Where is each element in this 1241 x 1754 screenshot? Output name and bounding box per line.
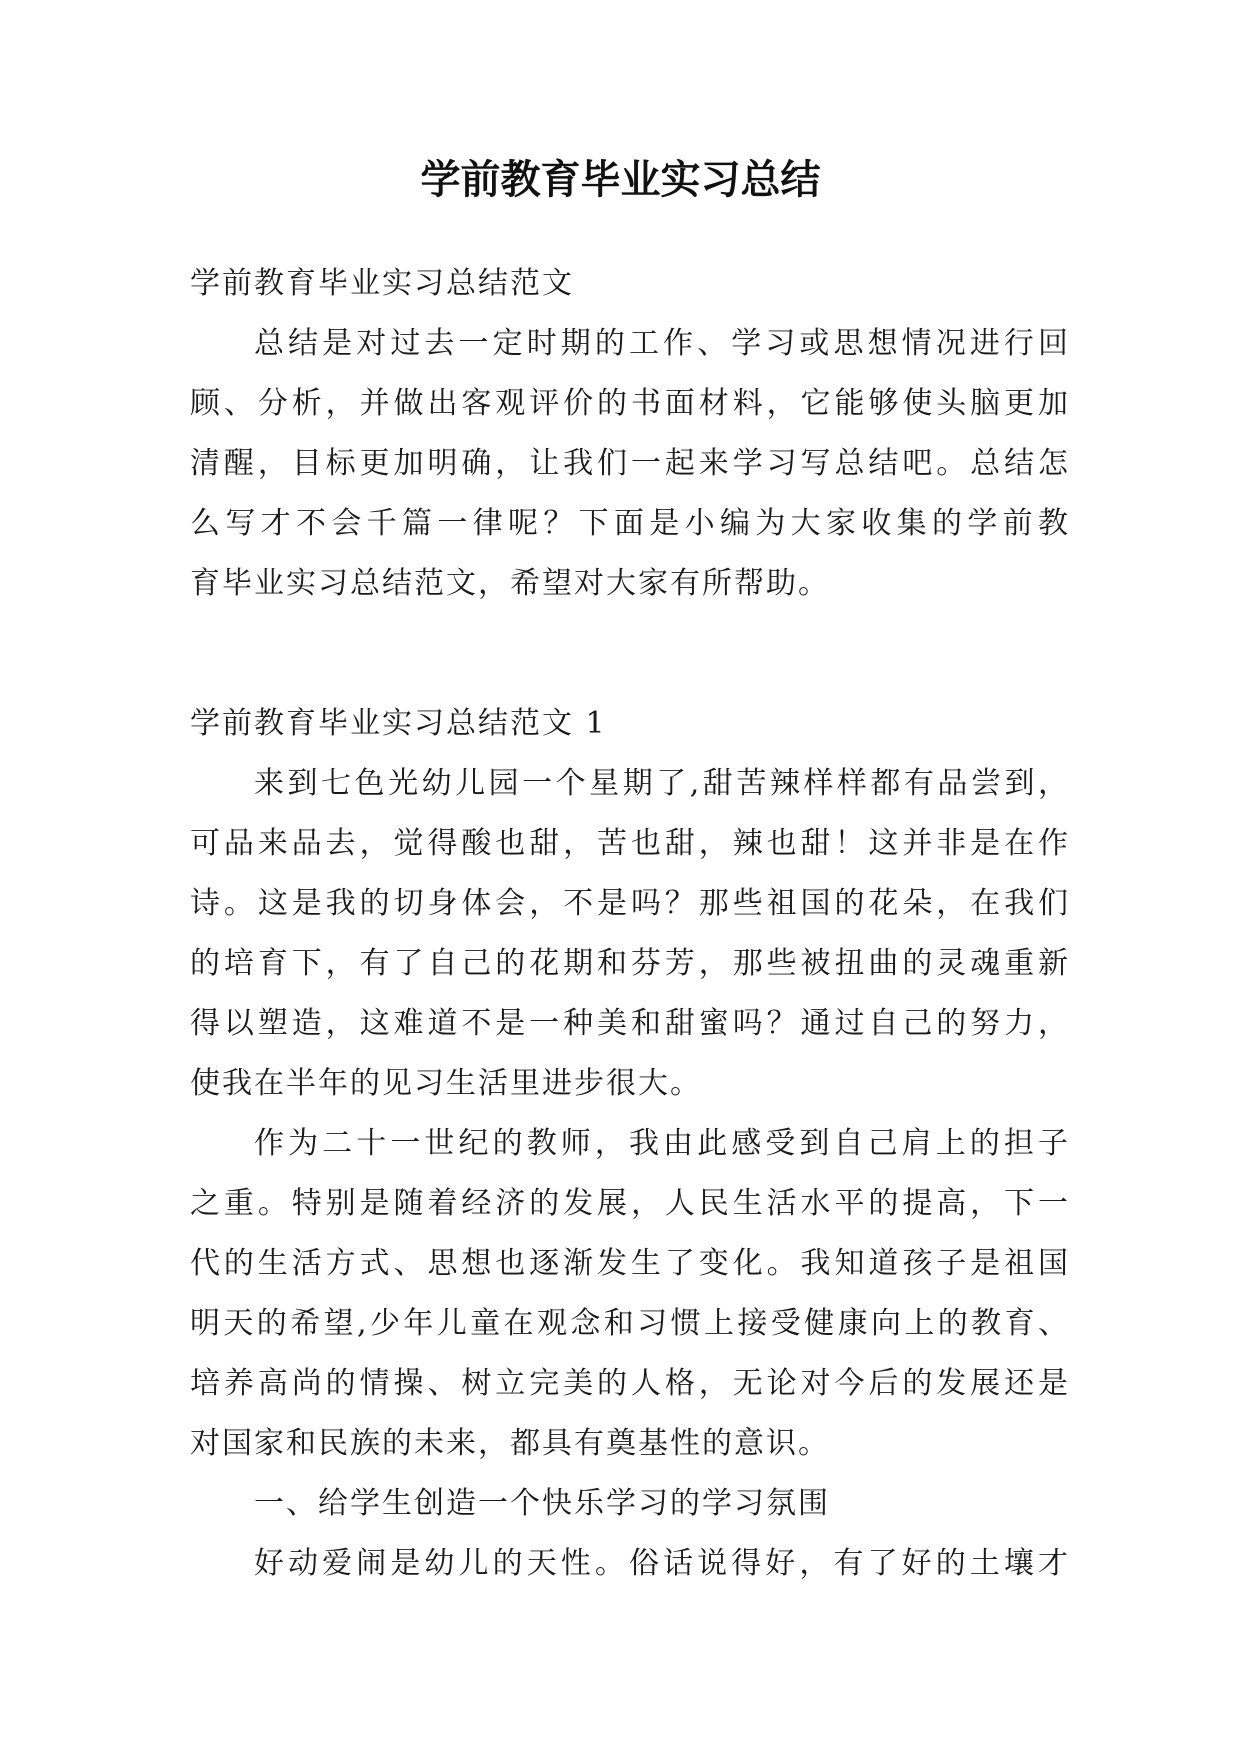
paragraph-line: 明天的希望,少年儿童在观念和习惯上接受健康向上的教育、 — [190, 1306, 1070, 1341]
paragraph-line: 之重。特别是随着经济的发展，人民生活水平的提高，下一 — [190, 1186, 1070, 1221]
section-1 — [190, 694, 1070, 1594]
paragraph-line: 么写才不会千篇一律呢？下面是小编为大家收集的学前教 — [190, 506, 1070, 541]
paragraph-line: 使我在半年的见习生活里进步很大。 — [190, 1066, 702, 1101]
paragraph-line: 好动爱闹是幼儿的天性。俗话说得好，有了好的土壤才 — [254, 1546, 1070, 1581]
subheading: 一、给学生创造一个快乐学习的学习氛围 — [254, 1486, 830, 1521]
paragraph-line: 清醒，目标更加明确，让我们一起来学习写总结吧。总结怎 — [190, 446, 1070, 481]
paragraph-line: 对国家和民族的未来，都具有奠基性的意识。 — [190, 1426, 830, 1461]
paragraph-line: 代的生活方式、思想也逐渐发生了变化。我知道孩子是祖国 — [190, 1246, 1070, 1281]
document-title: 学前教育毕业实习总结 — [420, 157, 821, 203]
paragraph-line: 顾、分析，并做出客观评价的书面材料，它能够使头脑更加 — [190, 386, 1070, 421]
paragraph-line: 来到七色光幼儿园一个星期了,甜苦辣样样都有品尝到， — [254, 766, 1070, 801]
paragraph-line: 育毕业实习总结范文，希望对大家有所帮助。 — [190, 566, 830, 601]
section-heading: 学前教育毕业实习总结范文 — [190, 266, 574, 301]
intro-section — [190, 254, 1070, 614]
paragraph-line: 得以塑造，这难道不是一种美和甜蜜吗？通过自己的努力， — [190, 1006, 1070, 1041]
paragraph-line: 诗。这是我的切身体会，不是吗？那些祖国的花朵，在我们 — [190, 886, 1070, 921]
paragraph-line: 的培育下，有了自己的花期和芬芳，那些被扭曲的灵魂重新 — [190, 946, 1070, 981]
paragraph-line: 培养高尚的情操、树立完美的人格，无论对今后的发展还是 — [190, 1366, 1070, 1401]
paragraph-line: 总结是对过去一定时期的工作、学习或思想情况进行回 — [254, 326, 1070, 361]
paragraph-line: 可品来品去，觉得酸也甜，苦也甜，辣也甜！这并非是在作 — [190, 826, 1070, 861]
section-heading: 学前教育毕业实习总结范文 1 — [190, 706, 607, 741]
paragraph-line: 作为二十一世纪的教师，我由此感受到自己肩上的担子 — [254, 1126, 1070, 1161]
